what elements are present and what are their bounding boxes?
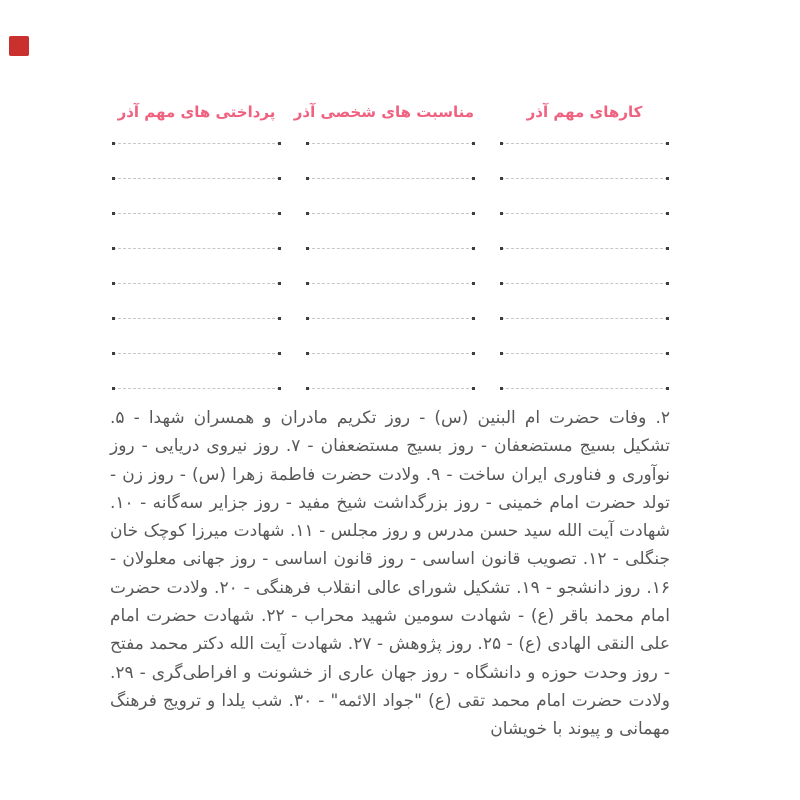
ruled-line — [307, 143, 474, 144]
column-personal-occasions — [293, 100, 474, 389]
ruled-line — [307, 318, 474, 319]
ruled-line — [307, 283, 474, 284]
ruled-line — [113, 213, 280, 214]
ruled-lines-important-tasks — [501, 125, 668, 389]
ruled-line — [307, 248, 474, 249]
ruled-line — [307, 213, 474, 214]
column-title-important-payments: پرداختی های مهم آذر — [117, 103, 276, 121]
ruled-line — [501, 248, 668, 249]
month-events-paragraph: ۲. وفات حضرت ام البنین (س) - روز تکریم مادران و همسران شهدا - ۵. تشکیل بسیج مستضعفان - روز بسیج مستضعفان - ۷. روز نیروی دریایی - روز نوآوری و فناوری ایران ساخت - ۹. ولادت حضرت فاطمة زهرا (س) - روز زن - تولد حضرت امام خمینی - روز بزرگداشت شیخ مفید - روز جزایر سه‌گانه - ۱۰. شهادت آیت الله سید حسن مدرس و روز مجلس - ۱۱. شهادت میرزا کوچک خان جنگلی - ۱۲. تصویب قانون اساسی - روز قانون اساسی - روز جهانی معلولان - ۱۶. روز دانشجو - ۱۹. تشکیل شورای عالی انقلاب فرهنگی - ۲۰. ولادت حضرت امام محمد باقر (ع) - شهادت سومین شهید محراب - ۲۲. شهادت حضرت امام علی النقی الهادی (ع) - ۲۵. روز پژوهش - ۲۷. شهادت آیت الله دکتر محمد مفتح - روز وحدت حوزه و دانشگاه - روز جهان عاری از خشونت و افراطی‌گری - ۲۹. ولادت حضرت امام محمد تقی (ع) "جواد الائمه" - ۳۰. شب یلدا و ترویج فرهنگ مهمانی و پیوند با خویشان — [110, 408, 671, 740]
ruled-line — [501, 388, 668, 389]
ruled-line — [501, 318, 668, 319]
ruled-line — [307, 388, 474, 389]
ruled-line — [501, 283, 668, 284]
ruled-line — [501, 213, 668, 214]
column-title-important-tasks: کارهای مهم آذر — [526, 103, 643, 121]
column-important-tasks — [501, 100, 668, 389]
ruled-line — [501, 178, 668, 179]
month-color-chip — [9, 36, 29, 56]
ruled-line — [113, 178, 280, 179]
ruled-line — [307, 353, 474, 354]
column-title-personal-occasions: مناسبت های شخصی آذر — [293, 103, 474, 121]
column-important-payments — [113, 100, 280, 389]
ruled-line — [307, 178, 474, 179]
ruled-line — [113, 283, 280, 284]
ruled-line — [501, 353, 668, 354]
ruled-line — [113, 318, 280, 319]
ruled-line — [113, 388, 280, 389]
ruled-line — [501, 143, 668, 144]
ruled-line — [113, 353, 280, 354]
ruled-line — [113, 248, 280, 249]
note-columns — [113, 100, 668, 389]
ruled-lines-personal-occasions — [307, 125, 474, 389]
ruled-lines-important-payments — [113, 125, 280, 389]
ruled-line — [113, 143, 280, 144]
